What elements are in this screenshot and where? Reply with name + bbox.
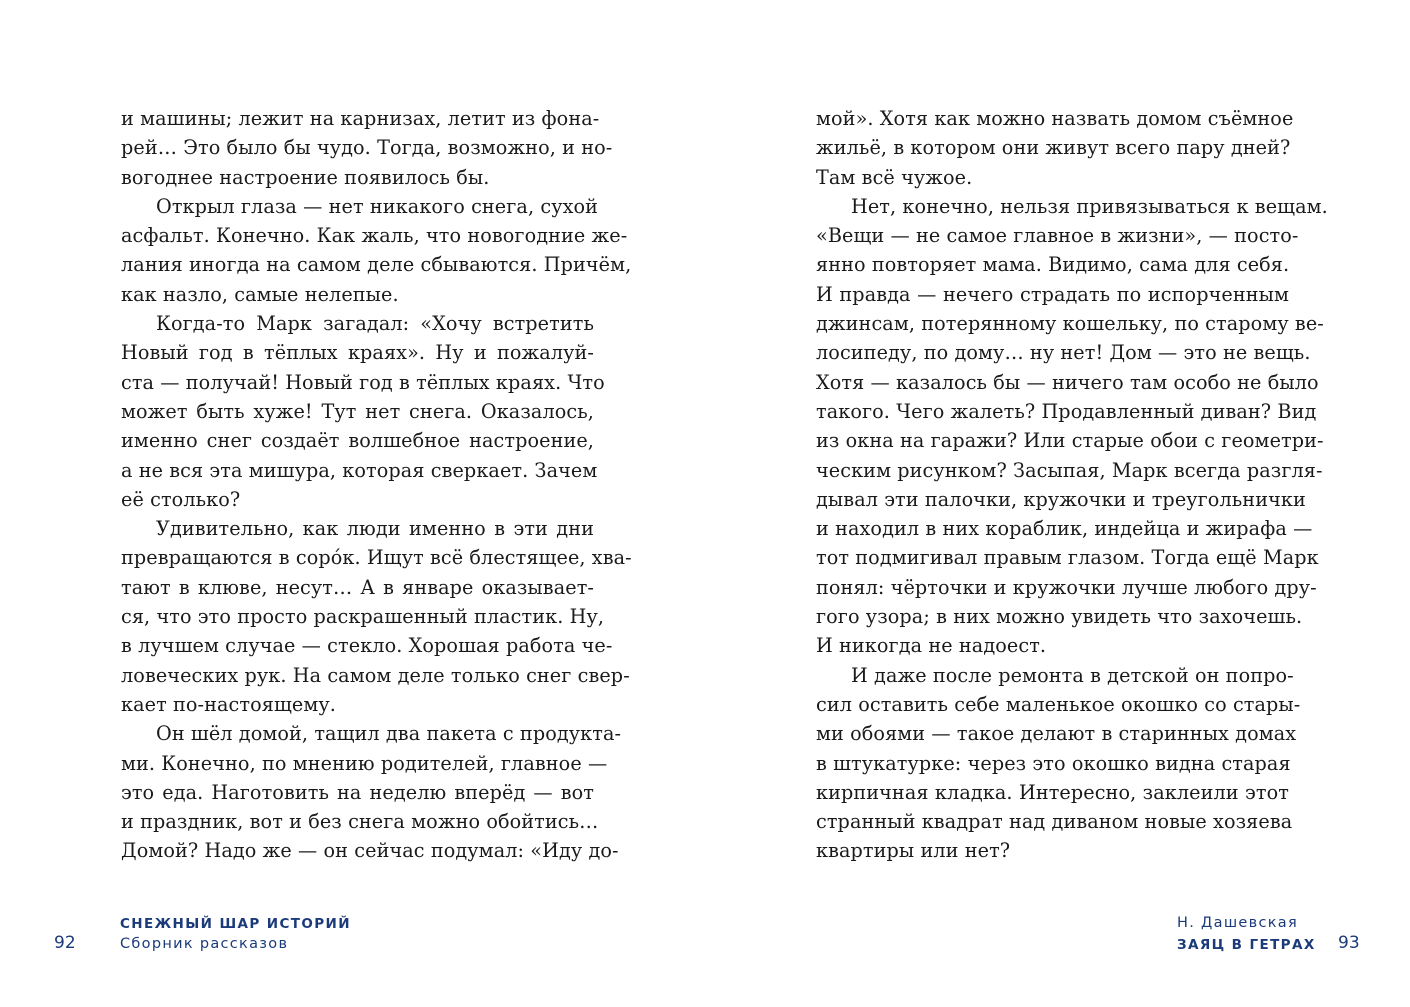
text-line: тот подмигивал правым глазом. Тогда ещё Марк (816, 546, 1319, 570)
text-line: Хотя — казалось бы — ничего там особо не было (816, 370, 1319, 394)
text-line: И правда — нечего страдать по испорченным (816, 282, 1289, 306)
text-line: Домой? Надо же — он сейчас подумал: «Иду до- (121, 839, 619, 863)
text-line: а не вся эта мишура, которая сверкает. Зачем (121, 458, 598, 482)
text-line: в лучшем случае — стекло. Хорошая работа че- (121, 634, 613, 658)
text-line: тают в клюве, несут… А в январе оказывает- (121, 575, 594, 599)
text-line: в штукатурке: через это окошко видна старая (816, 751, 1291, 775)
left-running-head-title: СНЕЖНЫЙ ШАР ИСТОРИЙ (120, 916, 351, 932)
left-page-body-text (121, 104, 632, 866)
text-line: кает по-настоящему. (121, 692, 336, 716)
text-line: квартиры или нет? (816, 839, 1011, 863)
text-line: именно снег создаёт волшебное настроение, (121, 429, 594, 453)
text-line: Открыл глаза — нет никакого снега, сухой (156, 194, 599, 218)
right-page (705, 0, 1410, 1007)
text-line: асфальт. Конечно. Как жаль, что новогодние же- (121, 224, 628, 248)
text-line: Когда-то Марк загадал: «Хочу встретить (156, 312, 594, 336)
text-line: «Вещи — не самое главное в жизни», — посто- (816, 224, 1299, 248)
right-page-number: 93 (1338, 933, 1360, 953)
text-line: понял: чёрточки и кружочки лучше любого дру- (816, 575, 1317, 599)
text-line: жильё, в котором они живут всего пару дней? (816, 136, 1291, 160)
text-line: джинсам, потерянному кошельку, по старому ве- (816, 312, 1324, 336)
text-line: Он шёл домой, тащил два пакета с продукта- (156, 722, 622, 746)
text-line: вогоднее настроение появилось бы. (121, 165, 490, 189)
text-line: это еда. Наготовить на неделю вперёд — вот (121, 780, 594, 804)
left-running-head-subtitle: Сборник рассказов (120, 936, 289, 952)
text-line: И даже после ремонта в детской он попро- (851, 663, 1294, 687)
text-line: может быть хуже! Тут нет снега. Оказалось, (121, 399, 594, 423)
text-line: лания иногда на самом деле сбываются. Причём, (121, 253, 632, 277)
text-line: ся, что это просто раскрашенный пластик. Ну, (121, 605, 605, 629)
text-line: ми. Конечно, по мнению родителей, главное — (121, 751, 608, 775)
text-line: из окна на гаражи? Или старые обои с геометри- (816, 429, 1324, 453)
text-line: Нет, конечно, нельзя привязываться к вещам. (851, 194, 1328, 218)
text-line: мой». Хотя как можно назвать домом съёмное (816, 107, 1294, 130)
text-line: лосипеду, по дому… ну нет! Дом — это не вещь. (816, 341, 1311, 365)
text-line: превращаются в соро́к. Ищут всё блестящее, хва- (121, 546, 632, 570)
text-line: кирпичная кладка. Интересно, заклеили этот (816, 780, 1289, 804)
text-line: янно повторяет мама. Видимо, сама для себя. (816, 253, 1290, 277)
text-line: как назло, самые нелепые. (121, 282, 399, 306)
text-line: ми обоями — такое делают в старинных домах (816, 722, 1297, 746)
text-line: и праздник, вот и без снега можно обойтись… (121, 810, 599, 834)
text-line: странный квадрат над диваном новые хозяева (816, 810, 1293, 834)
text-line: рей… Это было бы чудо. Тогда, возможно, и но- (121, 136, 613, 160)
text-line: Там всё чужое. (816, 165, 973, 189)
text-line: её столько? (121, 487, 241, 511)
right-running-head-title: ЗАЯЦ В ГЕТРАХ (1177, 937, 1316, 953)
text-line: ловеческих рук. На самом деле только снег свер- (121, 663, 630, 687)
text-line: и машины; лежит на карнизах, летит из фона- (121, 107, 600, 130)
text-line: такого. Чего жалеть? Продавленный диван? Вид (816, 399, 1317, 423)
text-line: ческим рисунком? Засыпая, Марк всегда разгля- (816, 458, 1323, 482)
text-line: ста — получай! Новый год в тёплых краях. Что (121, 370, 605, 394)
text-line: И никогда не надоест. (816, 634, 1047, 658)
right-running-head-author: Н. Дашевская (1177, 915, 1299, 931)
text-line: и находил в них кораблик, индейца и жирафа — (816, 517, 1313, 541)
text-line: Удивительно, как люди именно в эти дни (156, 517, 594, 541)
text-line: гого узора; в них можно увидеть что захочешь. (816, 605, 1303, 629)
text-line: сил оставить себе маленькое окошко со стары- (816, 692, 1301, 716)
text-line: Новый год в тёплых краях». Ну и пожалуй- (121, 341, 594, 365)
text-line: дывал эти палочки, кружочки и треугольнички (816, 487, 1306, 511)
left-page-number: 92 (54, 933, 76, 953)
right-page-body-text (816, 104, 1328, 866)
